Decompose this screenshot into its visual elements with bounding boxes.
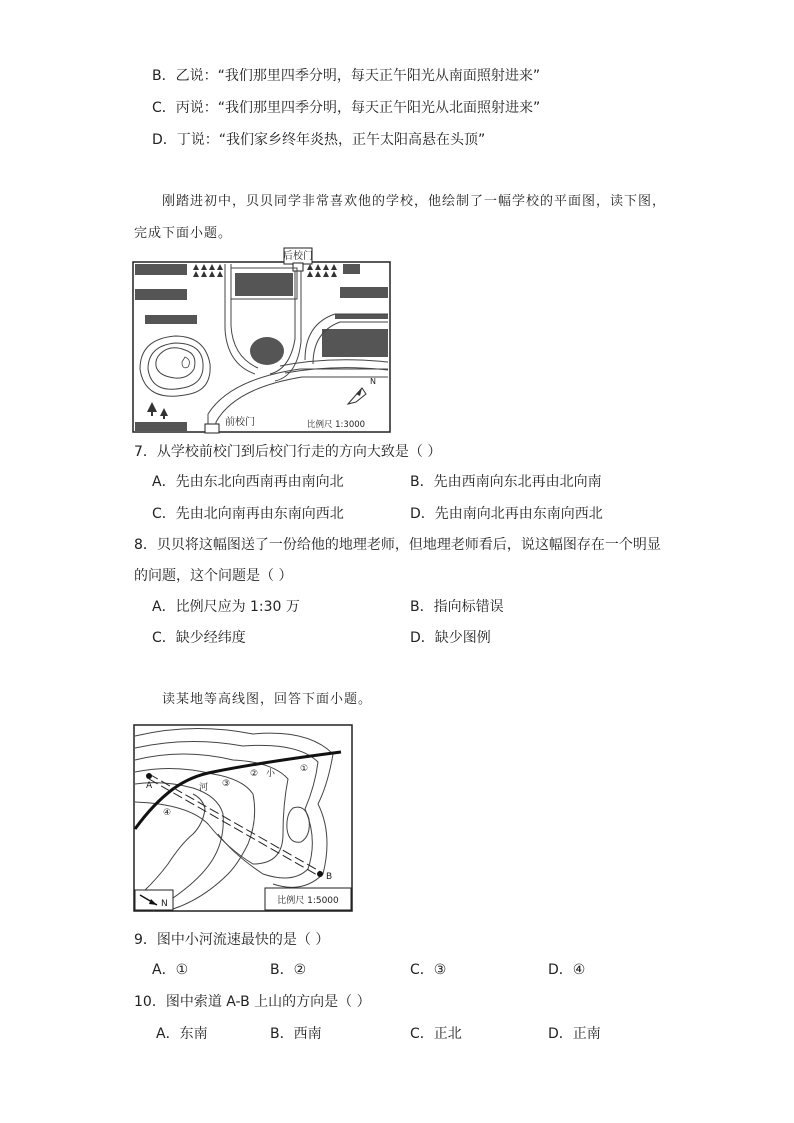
label-b: B	[326, 872, 333, 882]
front-gate-post	[205, 424, 219, 433]
intro-school-line2: 完成下面小题。	[134, 226, 233, 241]
q8-stem-line1: 8．贝贝将这幅图送了一份给他的地理老师，但地理老师看后，说这幅图存在一个明显	[134, 537, 661, 553]
q8-option-a[interactable]: A．比例尺应为 1:30 万	[152, 599, 300, 615]
q9-option-a[interactable]: A．①	[152, 962, 189, 978]
school-map-figure	[130, 244, 394, 436]
building	[135, 422, 187, 431]
front-gate-label: 前校门	[225, 417, 255, 428]
q7-option-c[interactable]: C．先由北向南再由东南向西北	[152, 506, 344, 522]
prev-option-c: C．丙说：“我们那里四季分明，每天正午阳光从北面照射进来”	[152, 100, 541, 116]
q10-option-b[interactable]: B．西南	[270, 1026, 322, 1042]
q7-option-a[interactable]: A．先由东北向西南再由南向北	[152, 474, 344, 490]
building	[335, 314, 388, 319]
q9-option-d[interactable]: D．④	[548, 962, 586, 978]
building	[135, 264, 187, 275]
river-label-xiao: 小	[266, 769, 276, 779]
intro-contour: 读某地等高线图，回答下面小题。	[162, 692, 373, 707]
q9-stem: 9．图中小河流速最快的是（ ）	[134, 932, 330, 948]
contour-frame	[134, 725, 352, 911]
contour-map-figure	[133, 724, 355, 914]
intro-school-line1: 刚踏进初中，贝贝同学非常喜欢他的学校，他绘制了一幅学校的平面图，读下图，	[162, 194, 667, 209]
q9-option-c[interactable]: C．③	[410, 962, 447, 978]
prev-option-b: B．乙说：“我们那里四季分明，每天正午阳光从南面照射进来”	[152, 68, 541, 84]
svg-text:N: N	[161, 899, 168, 909]
q10-option-d[interactable]: D．正南	[548, 1026, 601, 1042]
school-scale-label: 比例尺 1:3000	[306, 420, 366, 430]
q8-option-d[interactable]: D．缺少图例	[410, 630, 491, 646]
label-3: ③	[222, 779, 231, 789]
school-map	[130, 244, 394, 436]
label-4: ④	[163, 808, 172, 818]
q9-option-b[interactable]: B．②	[270, 962, 307, 978]
building	[343, 264, 360, 274]
contour-scale-label: 比例尺 1:5000	[277, 896, 339, 906]
q7-option-d[interactable]: D．先由南向北再由东南向西北	[410, 506, 603, 522]
building	[135, 289, 187, 300]
label-2: ②	[250, 769, 259, 779]
q10-option-a[interactable]: A．东南	[156, 1026, 208, 1042]
river-label-he: 河	[199, 783, 209, 793]
building	[145, 315, 197, 324]
label-a: A	[146, 781, 153, 791]
q10-stem: 10．图中索道 A-B 上山的方向是（ ）	[134, 994, 371, 1010]
building	[340, 287, 388, 298]
label-1: ①	[300, 764, 309, 774]
q10-option-c[interactable]: C．正北	[410, 1026, 462, 1042]
building	[235, 273, 293, 296]
back-gate-label: 后校门	[283, 251, 313, 262]
q7-option-b[interactable]: B．先由西南向东北再由北向南	[410, 474, 602, 490]
contour-map	[133, 724, 355, 914]
q8-stem-line2: 的问题，这个问题是（ ）	[134, 568, 293, 584]
q8-option-c[interactable]: C．缺少经纬度	[152, 630, 246, 646]
round-building	[250, 337, 284, 365]
building	[322, 329, 388, 357]
prev-option-d: D．丁说：“我们家乡终年炎热，正午太阳高悬在头顶”	[152, 132, 486, 148]
back-gate-post	[293, 263, 303, 271]
svg-text:N: N	[370, 377, 376, 386]
q8-option-b[interactable]: B．指向标错误	[410, 599, 504, 615]
q7-stem: 7．从学校前校门到后校门行走的方向大致是（ ）	[134, 444, 442, 460]
